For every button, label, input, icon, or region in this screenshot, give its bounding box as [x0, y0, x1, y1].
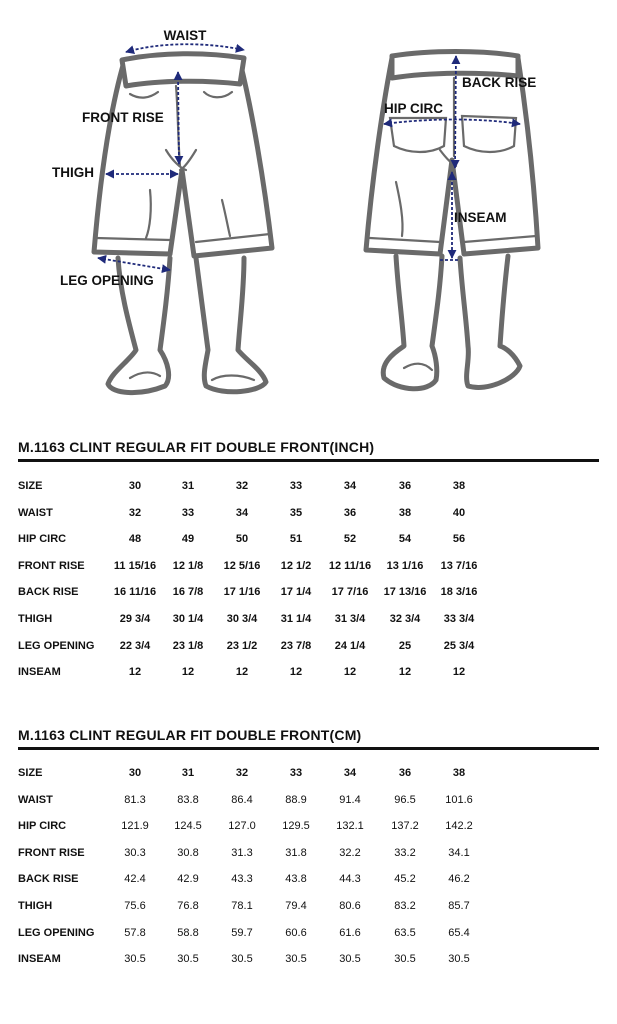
- table-cell: 78.1: [231, 900, 253, 912]
- row-label: BACK RISE: [18, 586, 79, 599]
- front-waistband: [122, 54, 244, 86]
- table-cell: 12: [398, 666, 412, 679]
- table-cell: 31 3/4: [334, 613, 366, 625]
- table-header-row: [18, 763, 599, 783]
- table-cell: 32.2: [339, 846, 361, 859]
- table-row: [18, 662, 599, 682]
- table-cell: 34.1: [448, 846, 470, 859]
- table-cell: 33: [181, 506, 195, 519]
- table-cell: 88.9: [285, 793, 307, 806]
- table-cell: 12 11/16: [328, 559, 372, 572]
- front-view-shorts: [94, 54, 272, 393]
- table-cell: 12: [181, 666, 195, 679]
- table-cell: 58.8: [177, 926, 199, 939]
- table-cell: 57.8: [124, 926, 146, 939]
- table-cell: 49: [181, 533, 195, 546]
- size-header-cell: 33: [289, 767, 303, 779]
- table-row: [18, 503, 599, 523]
- size-header-cell: 34: [343, 767, 357, 779]
- table-cell: 23 7/8: [280, 639, 312, 652]
- table-row: [18, 843, 599, 863]
- waist-label: WAIST: [163, 28, 207, 43]
- table-cell: 50: [235, 533, 249, 546]
- table-cell: 44.3: [339, 873, 361, 886]
- table-cell: 85.7: [448, 900, 470, 912]
- table-cell: 124.5: [174, 820, 202, 833]
- inch-table-title: M.1163 CLINT REGULAR FIT DOUBLE FRONT(INCH): [18, 439, 375, 455]
- size-header-cell: 32: [235, 767, 249, 779]
- table-cell: 12: [289, 666, 303, 679]
- row-label: LEG OPENING: [18, 639, 95, 652]
- table-cell: 56: [452, 533, 466, 546]
- back-left-leg: [383, 256, 442, 389]
- row-label: BACK RISE: [18, 873, 79, 886]
- table-cell: 129.5: [282, 820, 310, 833]
- size-header-cell: 31: [181, 480, 195, 492]
- cm-title-rule: [18, 747, 599, 750]
- size-header-cell: 38: [452, 767, 466, 779]
- table-cell: 16 7/8: [172, 586, 204, 599]
- size-header-cell: 31: [181, 767, 195, 779]
- shorts-measurement-diagram: [0, 0, 617, 410]
- table-row: [18, 816, 599, 836]
- table-row: [18, 556, 599, 576]
- table-cell: 142.2: [445, 820, 473, 833]
- table-cell: 12: [343, 666, 357, 679]
- table-cell: 137.2: [391, 820, 419, 833]
- back-rise-label: BACK RISE: [462, 75, 537, 90]
- table-cell: 54: [398, 533, 412, 546]
- back-right-leg: [460, 256, 520, 387]
- table-cell: 60.6: [285, 926, 307, 939]
- size-header-cell: 33: [289, 480, 303, 492]
- row-label: FRONT RISE: [18, 559, 85, 572]
- table-cell: 30.5: [339, 953, 361, 966]
- table-cell: 46.2: [448, 873, 470, 886]
- thigh-label: THIGH: [52, 165, 94, 180]
- row-label: LEG OPENING: [18, 926, 95, 939]
- size-header-cell: 30: [128, 480, 142, 492]
- size-header-cell: 38: [452, 480, 466, 492]
- table-cell: 12: [452, 666, 466, 679]
- waist-arrow: [126, 44, 244, 52]
- table-cell: 96.5: [394, 793, 416, 806]
- size-header-cell: 34: [343, 480, 357, 492]
- table-cell: 32 3/4: [389, 613, 421, 625]
- row-label: SIZE: [18, 480, 43, 492]
- table-cell: 45.2: [394, 873, 416, 886]
- table-cell: 25: [398, 639, 412, 652]
- row-label: INSEAM: [18, 953, 61, 966]
- table-cell: 121.9: [121, 820, 149, 833]
- table-cell: 12: [235, 666, 249, 679]
- table-cell: 33 3/4: [443, 613, 475, 625]
- table-cell: 40: [452, 506, 466, 519]
- table-cell: 80.6: [339, 900, 361, 912]
- cm-size-chart: [18, 726, 599, 966]
- table-row: [18, 923, 599, 943]
- table-cell: 12 1/2: [280, 559, 312, 572]
- table-cell: 36: [343, 506, 357, 519]
- table-cell: 43.8: [285, 873, 307, 886]
- table-cell: 30.5: [231, 953, 253, 966]
- inch-title-rule: [18, 459, 599, 462]
- table-cell: 24 1/4: [334, 639, 366, 652]
- leg-opening-label: LEG OPENING: [60, 273, 154, 288]
- table-header-row: [18, 476, 599, 496]
- table-cell: 132.1: [336, 820, 364, 833]
- table-cell: 30.5: [285, 953, 307, 966]
- table-cell: 17 1/16: [223, 586, 261, 599]
- table-cell: 127.0: [228, 820, 256, 833]
- table-cell: 75.6: [124, 900, 146, 912]
- row-label: FRONT RISE: [18, 846, 85, 859]
- table-cell: 30.5: [448, 953, 470, 966]
- row-label: THIGH: [18, 613, 53, 625]
- table-cell: 81.3: [124, 793, 146, 806]
- table-cell: 25 3/4: [443, 639, 475, 652]
- row-label: WAIST: [18, 793, 53, 806]
- table-cell: 42.9: [177, 873, 199, 886]
- table-cell: 22 3/4: [119, 639, 151, 652]
- table-cell: 76.8: [177, 900, 199, 912]
- table-cell: 61.6: [339, 926, 361, 939]
- table-row: [18, 609, 599, 629]
- back-rise-arrow: [455, 56, 456, 168]
- row-label: THIGH: [18, 900, 53, 912]
- table-cell: 86.4: [231, 793, 253, 806]
- table-cell: 35: [289, 506, 303, 519]
- table-cell: 31.8: [285, 846, 307, 859]
- table-cell: 12 1/8: [172, 559, 204, 572]
- table-cell: 43.3: [231, 873, 253, 886]
- table-cell: 31.3: [231, 846, 253, 859]
- table-cell: 17 7/16: [331, 586, 369, 599]
- table-cell: 101.6: [445, 793, 473, 806]
- table-cell: 83.8: [177, 793, 199, 806]
- table-cell: 30 1/4: [172, 613, 204, 625]
- row-label: WAIST: [18, 506, 53, 519]
- table-cell: 16 11/16: [113, 586, 157, 599]
- table-cell: 12 5/16: [223, 559, 261, 572]
- table-cell: 79.4: [285, 900, 307, 912]
- table-cell: 34: [235, 506, 249, 519]
- table-cell: 48: [128, 533, 142, 546]
- cm-table-title: M.1163 CLINT REGULAR FIT DOUBLE FRONT(CM): [18, 727, 362, 743]
- table-cell: 17 1/4: [280, 586, 312, 599]
- table-cell: 29 3/4: [119, 613, 151, 625]
- table-cell: 11 15/16: [113, 559, 157, 572]
- table-cell: 13 1/16: [386, 559, 424, 572]
- size-header-cell: 36: [398, 767, 412, 779]
- table-cell: 30.8: [177, 846, 199, 859]
- table-cell: 59.7: [231, 926, 253, 939]
- hip-circ-label: HIP CIRC: [384, 101, 444, 116]
- table-cell: 65.4: [448, 926, 470, 939]
- table-cell: 63.5: [394, 926, 416, 939]
- table-row: [18, 582, 599, 602]
- table-cell: 51: [289, 533, 303, 546]
- row-label: INSEAM: [18, 666, 61, 679]
- table-cell: 31 1/4: [280, 613, 312, 625]
- table-cell: 30.5: [177, 953, 199, 966]
- table-cell: 52: [343, 533, 357, 546]
- row-label: SIZE: [18, 767, 43, 779]
- inseam-label: INSEAM: [454, 210, 507, 225]
- table-cell: 12: [128, 666, 142, 679]
- table-cell: 42.4: [124, 873, 146, 886]
- table-cell: 30.5: [124, 953, 146, 966]
- size-header-cell: 32: [235, 480, 249, 492]
- table-cell: 30.3: [124, 846, 146, 859]
- table-row: [18, 949, 599, 969]
- front-shorts-body: [94, 62, 272, 256]
- table-row: [18, 529, 599, 549]
- table-cell: 83.2: [394, 900, 416, 912]
- row-label: HIP CIRC: [18, 820, 67, 833]
- table-row: [18, 869, 599, 889]
- front-rise-label: FRONT RISE: [82, 110, 164, 125]
- size-header-cell: 36: [398, 480, 412, 492]
- table-cell: 23 1/2: [226, 639, 258, 652]
- table-cell: 91.4: [339, 793, 361, 806]
- table-cell: 30.5: [394, 953, 416, 966]
- table-cell: 13 7/16: [440, 559, 478, 572]
- row-label: HIP CIRC: [18, 533, 67, 546]
- front-right-leg: [196, 258, 266, 392]
- size-header-cell: 30: [128, 767, 142, 779]
- table-row: [18, 896, 599, 916]
- table-cell: 38: [398, 506, 412, 519]
- inch-size-chart: [18, 438, 599, 679]
- table-cell: 17 13/16: [383, 586, 427, 599]
- table-row: [18, 790, 599, 810]
- table-cell: 18 3/16: [440, 586, 478, 599]
- table-cell: 30 3/4: [226, 613, 258, 625]
- table-cell: 32: [128, 506, 142, 519]
- table-cell: 33.2: [394, 846, 416, 859]
- table-row: [18, 636, 599, 656]
- table-cell: 23 1/8: [172, 639, 204, 652]
